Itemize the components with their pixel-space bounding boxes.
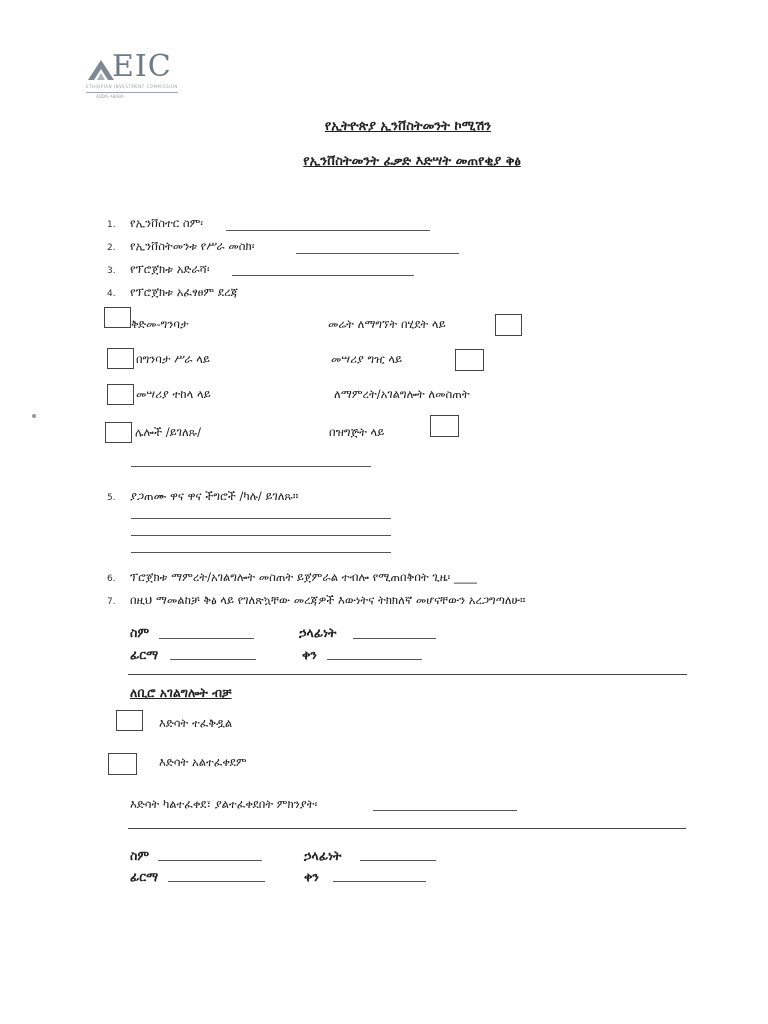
checkbox-equipment-purchase[interactable]: [455, 349, 484, 371]
q5-number: 5.: [107, 493, 116, 503]
checkbox-under-construction[interactable]: [107, 348, 134, 369]
eic-logo-subtitle-2: ADDIS ABABA: [96, 94, 124, 99]
q4-number: 4.: [107, 289, 116, 299]
investor-name-field[interactable]: [226, 230, 430, 231]
applicant-name-field[interactable]: [159, 638, 254, 639]
checkbox-pre-construction[interactable]: [104, 307, 131, 328]
option-others: ሌሎች /ይገለጹ/: [135, 425, 201, 439]
applicant-position-field[interactable]: [353, 638, 436, 639]
officer-position-field[interactable]: [360, 860, 436, 861]
q1-label: የኢንቨስተር ስም፡: [130, 216, 204, 230]
eic-logo-text: EIC: [112, 49, 172, 84]
applicant-date-field[interactable]: [327, 659, 422, 660]
officer-signature-field[interactable]: [168, 881, 265, 882]
q2-label: የኢንቨስትመንቱ የሥራ መስክ፡: [130, 239, 255, 253]
scan-speck: [32, 414, 36, 418]
q3-number: 3.: [107, 266, 116, 276]
eic-logo-subtitle: ETHIOPIAN INVESTMENT COMMISSION: [86, 84, 178, 89]
section-divider: [128, 674, 687, 675]
officer-name-field[interactable]: [158, 860, 262, 861]
rejection-reason-field[interactable]: [373, 810, 517, 811]
checkbox-equipment-installation[interactable]: [107, 384, 134, 405]
renewal-rejected-label: እድሳት አልተፈቀደም: [159, 755, 247, 769]
q6-label: ፕሮጀክቱ ማምረት/አገልግሎት መስጠት ይጀምራል ተብሎ የሚጠበቅበት ጊዜ፡ ____: [130, 570, 477, 584]
q7-number: 7.: [107, 597, 116, 607]
project-address-field[interactable]: [232, 275, 414, 276]
q2-number: 2.: [107, 243, 116, 253]
rejection-reason-line-2[interactable]: [128, 828, 686, 829]
checkbox-renewal-approved[interactable]: [116, 710, 143, 731]
option-in-preparation: በዝግጅት ላይ: [329, 425, 385, 439]
officer-name-label: ስም: [130, 848, 150, 863]
renewal-approved-label: እድሳት ተፈቅዷል: [159, 716, 233, 730]
option-land-acquisition: መሬት ለማግኘት በሂደት ላይ: [328, 317, 446, 331]
q1-number: 1.: [107, 220, 116, 230]
q4-label: የፕሮጀክቱ አፈፃፀም ደረጃ: [130, 285, 239, 299]
option-under-construction: በግንባታ ሥራ ላይ: [136, 352, 210, 366]
q5-label: ያጋጠሙ ዋና ዋና ችግሮች /ካሉ/ ይገለጹ።: [130, 489, 299, 503]
officer-signature-label: ፊርማ: [130, 869, 159, 884]
checkbox-land-acquisition[interactable]: [495, 314, 522, 336]
option-equipment-installation: መሣሪያ ተከላ ላይ: [136, 387, 211, 401]
option-equipment-purchase: መሣሪያ ግዢ ላይ: [331, 352, 403, 366]
q3-label: የፕሮጀክቱ አድራሻ፡: [130, 262, 210, 276]
others-specify-field[interactable]: [131, 466, 371, 467]
problems-line-1[interactable]: [131, 518, 391, 519]
applicant-signature-field[interactable]: [170, 659, 256, 660]
officer-date-field[interactable]: [333, 881, 426, 882]
option-production-start: ለማምረት/አገልግሎት ለመስጠት: [334, 387, 470, 401]
q7-label: በዚህ ማመልከቻ ቅፅ ላይ የገለጽኳቸው መረጃዎች እውነትና ትክክለኛ መሆናቸውን አረጋግጣለሁ።: [130, 593, 526, 607]
applicant-position-label: ኃላፊነት: [299, 625, 337, 640]
problems-line-3[interactable]: [131, 552, 391, 553]
checkbox-renewal-rejected[interactable]: [108, 753, 137, 775]
applicant-date-label: ቀን: [302, 647, 317, 662]
rejection-reason-label: እድሳት ካልተፈቀደ፣ ያልተፈቀደበት ምክንያት፡: [130, 797, 318, 811]
form-title: የኢንቨስትመንት ፈቃድ እድሣት መጠየቂያ ቅፅ: [303, 154, 521, 169]
applicant-name-label: ስም: [130, 625, 150, 640]
applicant-signature-label: ፊርማ: [130, 647, 159, 662]
document-title: የኢትዮጵያ ኢንቨስትመንት ኮሚሽን: [324, 119, 492, 134]
checkbox-others[interactable]: [105, 422, 132, 443]
checkbox-in-preparation[interactable]: [430, 415, 459, 437]
option-pre-construction: ቅድመ-ግንባታ: [131, 317, 189, 331]
problems-line-2[interactable]: [131, 535, 391, 536]
office-use-heading: ለቢሮ አገልግሎት ብቻ: [130, 685, 232, 700]
officer-date-label: ቀን: [304, 869, 319, 884]
officer-position-label: ኃላፊነት: [304, 848, 342, 863]
business-sector-field[interactable]: [296, 253, 459, 254]
q6-number: 6.: [107, 574, 116, 584]
logo-divider: [86, 92, 178, 93]
